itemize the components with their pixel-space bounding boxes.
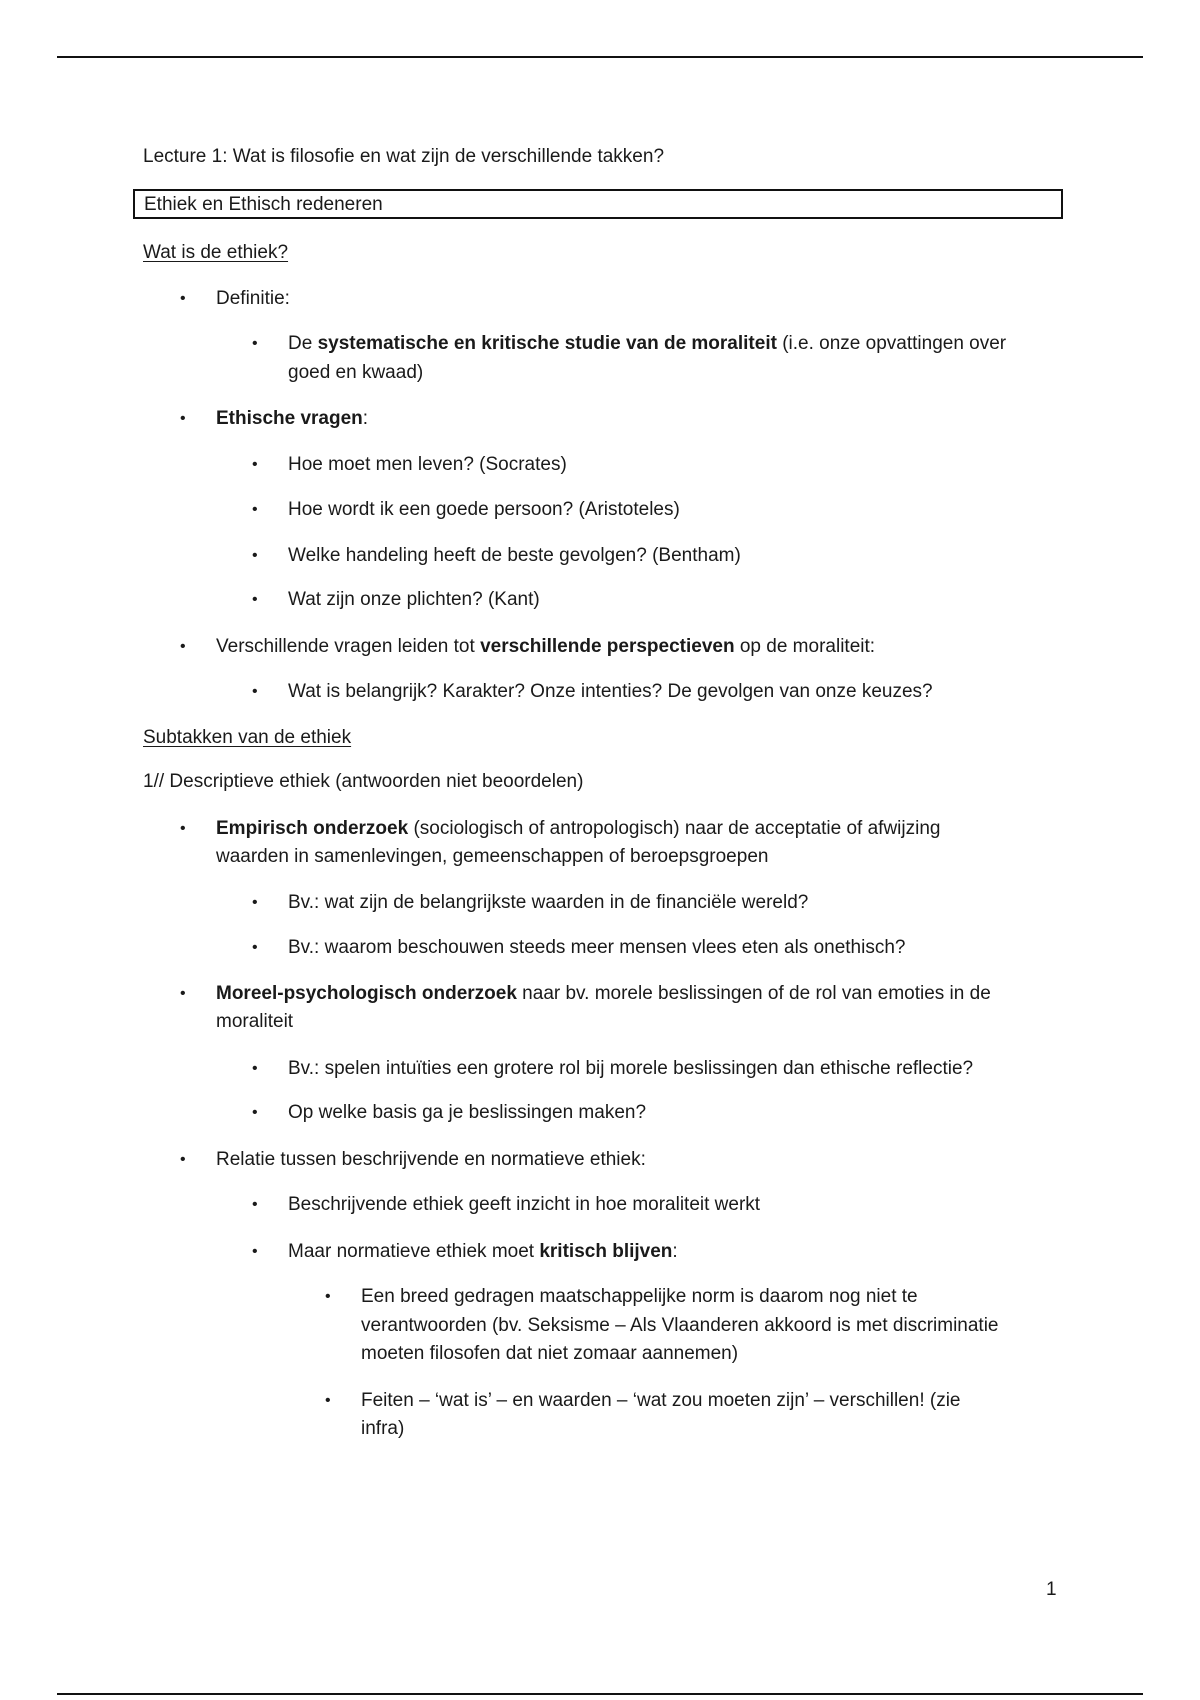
list-item-relatie-a: Beschrijvende ethiek geeft inzicht in hoe moraliteit werkt	[288, 1194, 761, 1215]
list-item-relatie-b	[288, 1238, 678, 1266]
boxed-heading	[133, 189, 1063, 219]
bullet: •	[180, 985, 186, 1002]
list-item-question: Wat zijn onze plichten? (Kant)	[288, 589, 540, 610]
list-item-feiten: Feiten – ‘wat is’ – en waarden – ‘wat zou moeten zijn’ – verschillen! (zie	[361, 1390, 961, 1411]
header-rule	[57, 56, 1143, 58]
list-item-feiten-cont: infra)	[361, 1418, 405, 1439]
section-heading-wat-is-ethiek: Wat is de ethiek?	[143, 242, 289, 263]
text: De	[288, 333, 318, 354]
list-item-empirisch	[216, 815, 940, 843]
text: Maar normatieve ethiek moet	[288, 1241, 540, 1262]
bullet: •	[252, 591, 258, 608]
list-item-ethische-vragen	[216, 405, 368, 433]
page-number: 1	[1046, 1579, 1057, 1600]
page-title: Lecture 1: Wat is filosofie en wat zijn de verschillende takken?	[143, 146, 665, 167]
bullet: •	[180, 820, 186, 837]
list-item-question: Hoe wordt ik een goede persoon? (Aristoteles)	[288, 499, 680, 520]
bullet: •	[252, 335, 258, 352]
list-item-question: Hoe moet men leven? (Socrates)	[288, 454, 567, 475]
list-item-relatie: Relatie tussen beschrijvende en normatieve ethiek:	[216, 1149, 646, 1170]
bullet: •	[252, 456, 258, 473]
sub-heading-descriptieve-ethiek: 1// Descriptieve ethiek (antwoorden niet beoordelen)	[143, 771, 584, 792]
bold-term: Moreel-psychologisch onderzoek	[216, 983, 517, 1004]
list-item-example: Bv.: spelen intuïties een grotere rol bij morele beslissingen dan ethische reflectie?	[288, 1058, 974, 1079]
bold-term: verschillende perspectieven	[480, 636, 735, 657]
list-item-perspectieven-sub: Wat is belangrijk? Karakter? Onze intenties? De gevolgen van onze keuzes?	[288, 681, 933, 702]
boxed-heading-text: Ethiek en Ethisch redeneren	[144, 194, 383, 215]
section-heading-subtakken: Subtakken van de ethiek	[143, 727, 352, 748]
bullet: •	[252, 894, 258, 911]
bullet: •	[180, 410, 186, 427]
text: (sociologisch of antropologisch) naar de acceptatie of afwijzing	[408, 818, 941, 839]
bullet: •	[325, 1288, 331, 1305]
list-item-definitie: Definitie:	[216, 288, 290, 309]
list-item-norm-cont: verantwoorden (bv. Seksisme – Als Vlaanderen akkoord is met discriminatie	[361, 1315, 999, 1336]
bullet: •	[180, 1151, 186, 1168]
bullet: •	[180, 290, 186, 307]
list-item-perspectieven	[216, 633, 875, 661]
text: :	[672, 1241, 678, 1262]
bold-term: Empirisch onderzoek	[216, 818, 409, 839]
list-item-moreel-psychologisch-cont: moraliteit	[216, 1011, 294, 1032]
bold-term: Ethische vragen	[216, 408, 363, 429]
bullet: •	[180, 638, 186, 655]
bullet: •	[252, 1104, 258, 1121]
bullet: •	[252, 501, 258, 518]
text: op de moraliteit:	[734, 636, 876, 657]
list-item-empirisch-cont: waarden in samenlevingen, gemeenschappen of beroepsgroepen	[216, 846, 769, 867]
bullet: •	[252, 683, 258, 700]
text: (i.e. onze opvattingen over	[776, 333, 1007, 354]
bullet: •	[252, 1060, 258, 1077]
list-item-question: Welke handeling heeft de beste gevolgen? (Bentham)	[288, 545, 741, 566]
text: naar bv. morele beslissingen of de rol van emoties in de	[516, 983, 991, 1004]
list-item-definition-text	[288, 330, 1006, 358]
list-item-definition-text-cont: goed en kwaad)	[288, 362, 424, 383]
text: Verschillende vragen leiden tot	[216, 636, 481, 657]
bullet: •	[325, 1392, 331, 1409]
list-item-norm-cont: moeten filosofen dat niet zomaar aannemen)	[361, 1343, 739, 1364]
bullet: •	[252, 1243, 258, 1260]
list-item-norm: Een breed gedragen maatschappelijke norm is daarom nog niet te	[361, 1286, 918, 1307]
list-item-example: Bv.: wat zijn de belangrijkste waarden in de financiële wereld?	[288, 892, 809, 913]
text: :	[362, 408, 369, 429]
bullet: •	[252, 547, 258, 564]
list-item-example: Bv.: waarom beschouwen steeds meer mensen vlees eten als onethisch?	[288, 937, 906, 958]
list-item-example: Op welke basis ga je beslissingen maken?	[288, 1102, 647, 1123]
bold-term: kritisch blijven	[539, 1241, 673, 1262]
bullet: •	[252, 939, 258, 956]
footer-rule	[57, 1693, 1143, 1695]
bold-term: systematische en kritische studie van de moraliteit	[317, 333, 777, 354]
bullet: •	[252, 1196, 258, 1213]
list-item-moreel-psychologisch	[216, 980, 991, 1008]
